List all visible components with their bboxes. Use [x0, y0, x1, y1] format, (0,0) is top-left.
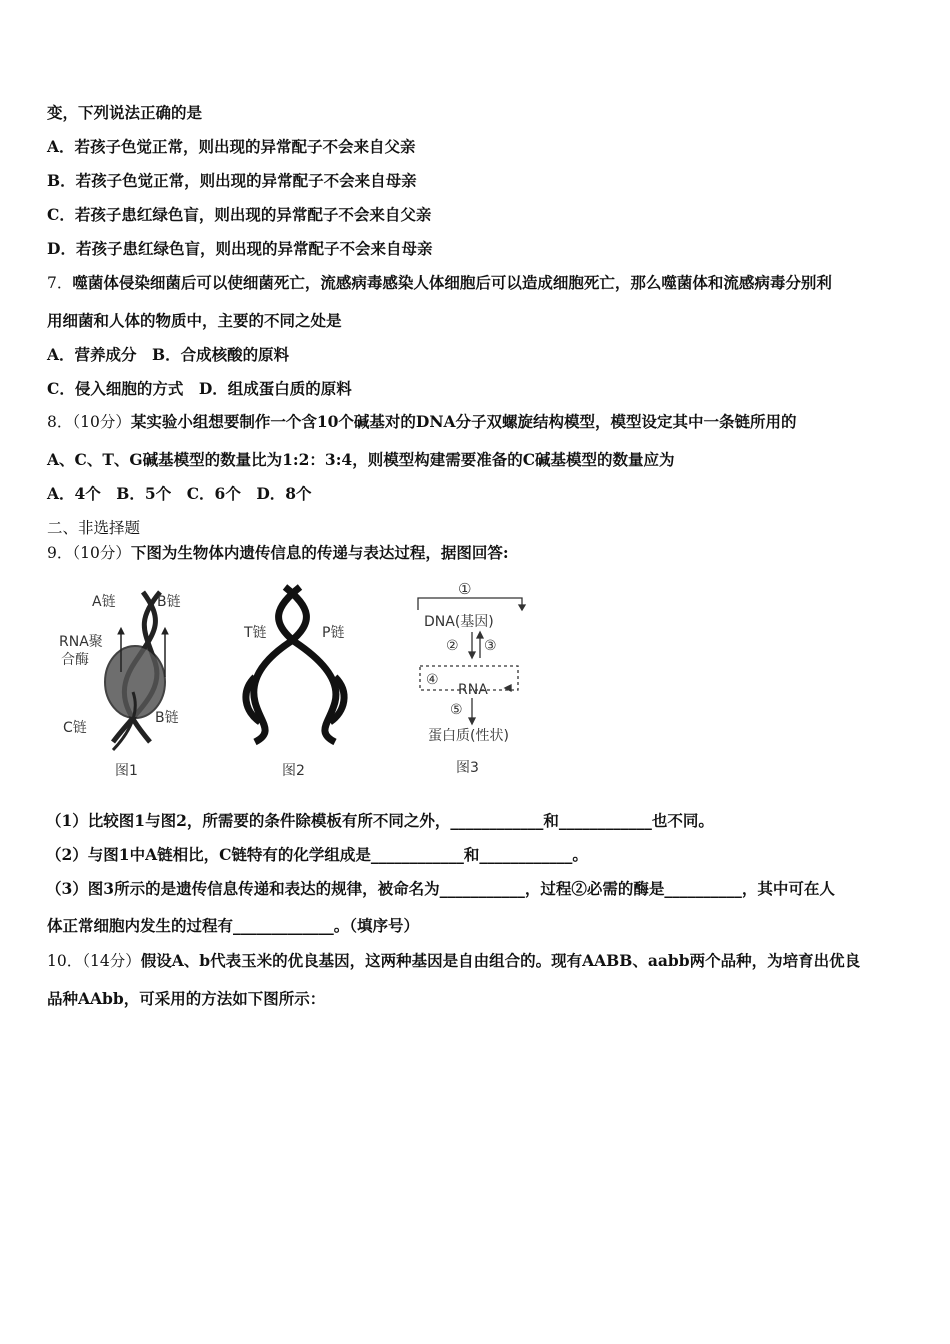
- q9-number: 9．（10分）: [47, 544, 131, 562]
- fig1-label-a: A链: [92, 594, 116, 610]
- q8-stem-text: 某实验小组想要制作一个含10个碱基对的DNA分子双螺旋结构模型，模型设定其中一条链所用的: [130, 412, 797, 431]
- figure-3: [410, 574, 540, 784]
- q6-option-d: D．若孩子患红绿色盲，则出现的异常配子不会来自母亲: [47, 239, 433, 258]
- q7-options-row2: C．侵入细胞的方式 D．组成蛋白质的原料: [47, 379, 352, 398]
- q7-options-row1: A．营养成分 B．合成核酸的原料: [47, 345, 290, 364]
- fig3-num-1: ①: [458, 580, 472, 598]
- q10-stem-text: 假设A、b代表玉米的优良基因，这两种基因是自由组合的。现有AABB、aabb两个品种，为培育出优良: [140, 951, 861, 970]
- q10-number: 10．（14分）: [47, 952, 141, 970]
- fig3-rna: RNA: [458, 682, 488, 698]
- q6-option-c: C．若孩子患红绿色盲，则出现的异常配子不会来自父亲: [47, 205, 432, 224]
- fig1-label-b-bottom: B链: [155, 710, 179, 726]
- fig2-label-t: T链: [244, 625, 267, 641]
- q8-options: A．4个 B．5个 C．6个 D．8个: [47, 484, 312, 503]
- q6-option-a: A．若孩子色觉正常，则出现的异常配子不会来自父亲: [47, 137, 416, 156]
- q7-stem-line2: 用细菌和人体的物质中，主要的不同之处是: [47, 311, 342, 330]
- fig3-num-3: ③: [484, 638, 497, 654]
- fig1-label-b-top: B链: [157, 594, 181, 610]
- q9-sub3-line2: 体正常细胞内发生的过程有_____________。（填序号）: [47, 916, 420, 935]
- fig3-protein: 蛋白质(性状): [428, 728, 509, 744]
- q8-stem-line2: A、C、T、G碱基模型的数量比为1:2：3:4，则模型构建需要准备的C碱基模型的数量应为: [47, 450, 675, 469]
- q9-stem-text: 下图为生物体内遗传信息的传递与表达过程，据图回答:: [130, 543, 509, 562]
- fig1-label-rna-1: RNA聚: [59, 634, 103, 650]
- q7-stem-text: 噬菌体侵染细菌后可以使细菌死亡，流感病毒感染人体细胞后可以造成细胞死亡，那么噬菌体和流感病毒分别利: [72, 273, 832, 292]
- fig1-caption: 图1: [115, 763, 138, 779]
- q8-stem-line1: [47, 410, 797, 432]
- fig3-num-4: ④: [426, 672, 439, 688]
- fig3-num-2: ②: [446, 638, 459, 654]
- figure-1: [55, 582, 195, 782]
- q7-stem-line1: [47, 271, 832, 293]
- fig2-label-p: P链: [322, 625, 345, 641]
- q6-option-b: B．若孩子色觉正常，则出现的异常配子不会来自母亲: [47, 171, 417, 190]
- fig3-dna: DNA(基因): [424, 614, 494, 630]
- q9-stem: [47, 541, 509, 563]
- q10-stem-line2: 品种AAbb，可采用的方法如下图所示：: [47, 989, 326, 1008]
- q9-sub1: （1）比较图1与图2，所需要的条件除模板有所不同之外，____________和____________也不同。: [46, 811, 714, 830]
- q10-stem-line1: [47, 949, 860, 971]
- figure-2: [230, 582, 360, 782]
- fig2-caption: 图2: [282, 763, 305, 779]
- q8-number: 8．（10分）: [47, 413, 131, 431]
- q7-number: 7．: [47, 274, 73, 292]
- fig1-label-c: C链: [63, 720, 87, 736]
- fig3-caption: 图3: [456, 760, 479, 776]
- fig3-num-5: ⑤: [450, 702, 463, 718]
- q9-sub3-line1: （3）图3所示的是遗传信息传递和表达的规律，被命名为___________，过程②必需的酶是__________，其中可在人: [46, 879, 835, 898]
- q9-sub2: （2）与图1中A链相比，C链特有的化学组成是____________和____________。: [46, 845, 588, 864]
- fig1-label-rna-2: 合酶: [61, 652, 89, 668]
- q6-stem-tail: 变，下列说法正确的是: [47, 103, 203, 122]
- section-heading: 二、非选择题: [47, 519, 141, 537]
